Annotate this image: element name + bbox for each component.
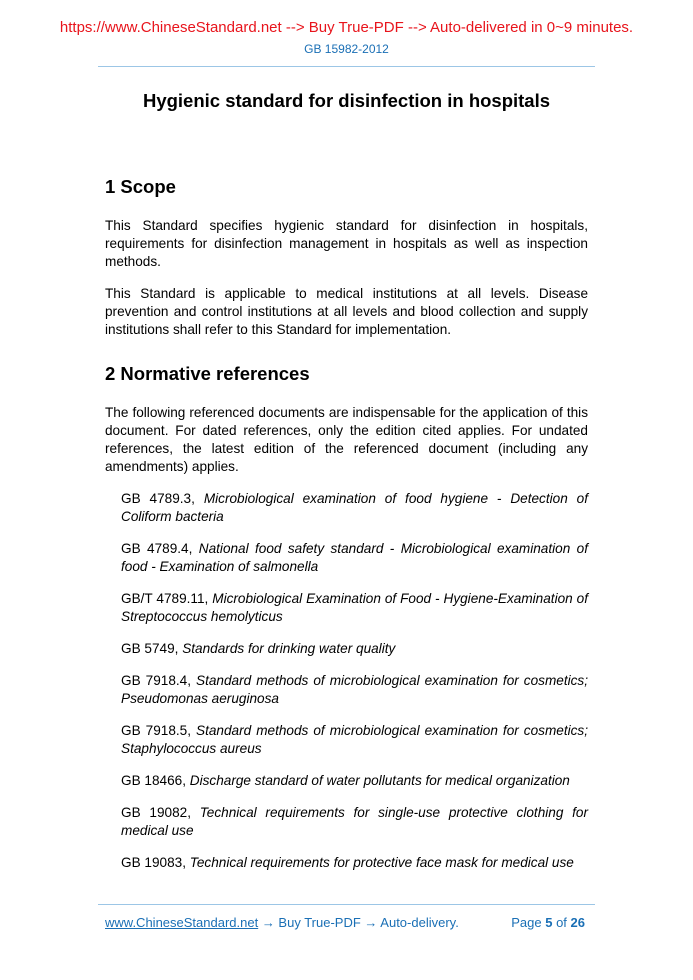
reference-item [121, 672, 588, 708]
reference-title: Discharge standard of water pollutants for medical organization [189, 773, 570, 788]
footer-text: → Buy True-PDF → Auto-delivery. [258, 915, 459, 930]
reference-code: GB 7918.4, [121, 673, 192, 688]
page-label: Page [511, 915, 542, 930]
paragraph: This Standard is applicable to medical institutions at all levels. Disease prevention and control institutions at all levels and blood collection and supply institutions shall refer to this Standard for implementation. [105, 286, 588, 337]
reference-title: Technical requirements for protective face mask for medical use [189, 855, 574, 870]
reference-code: GB 19083, [121, 855, 186, 870]
reference-title: Microbiological examination of food hygiene - Detection of Coliform bacteria [121, 491, 588, 524]
document-title: Hygienic standard for disinfection in hospitals [142, 90, 551, 111]
reference-item [121, 804, 588, 840]
reference-code: GB 18466, [121, 773, 186, 788]
section-heading: 2 Normative references [105, 363, 310, 384]
total-pages: 26 [570, 915, 585, 930]
reference-item [121, 540, 588, 576]
reference-title: Microbiological Examination of Food - Hygiene-Examination of Streptococcus hemolyticus [121, 591, 588, 624]
reference-title: Standards for drinking water quality [182, 641, 396, 656]
reference-item [121, 640, 588, 658]
reference-item [121, 854, 588, 872]
reference-code: GB 19082, [121, 805, 191, 820]
reference-code: GB/T 4789.11, [121, 591, 209, 606]
reference-code: GB 4789.3, [121, 491, 195, 506]
section-scope [105, 176, 588, 339]
page-number: 5 [545, 915, 553, 930]
reference-title: Standard methods of microbiological examination for cosmetics; Pseudomonas aeruginosa [121, 673, 588, 706]
paragraph: This Standard specifies hygienic standard for disinfection in hospitals, requirements for disinfection management in hospitals as well as inspection methods. [105, 218, 588, 269]
reference-item [121, 490, 588, 526]
reference-item [121, 722, 588, 758]
website-link[interactable]: www.ChineseStandard.net [105, 915, 259, 930]
header-divider [98, 66, 595, 67]
of-label: of [556, 915, 567, 930]
page-indicator [511, 915, 585, 930]
reference-item [121, 590, 588, 626]
paragraph: The following referenced documents are indispensable for the application of this document. For dated references, only the edition cited applies. For undated references, the latest edition of the referenced document (including any amendments) applies. [105, 405, 588, 474]
footer [105, 915, 585, 930]
reference-code: GB 7918.5, [121, 723, 192, 738]
footer-divider [98, 904, 595, 905]
reference-item [121, 772, 588, 790]
reference-title: National food safety standard - Microbiological examination of food - Examination of salmonella [121, 541, 588, 574]
reference-title: Standard methods of microbiological examination for cosmetics; Staphylococcus aureus [121, 723, 588, 756]
section-normative-references [105, 363, 588, 886]
document-number: GB 15982-2012 [304, 42, 389, 56]
purchase-banner[interactable]: https://www.ChineseStandard.net --> Buy True-PDF --> Auto-delivered in 0~9 minutes. [59, 19, 634, 36]
reference-code: GB 5749, [121, 641, 179, 656]
reference-title: Technical requirements for single-use protective clothing for medical use [121, 805, 589, 838]
reference-code: GB 4789.4, [121, 541, 193, 556]
section-heading: 1 Scope [105, 176, 176, 197]
